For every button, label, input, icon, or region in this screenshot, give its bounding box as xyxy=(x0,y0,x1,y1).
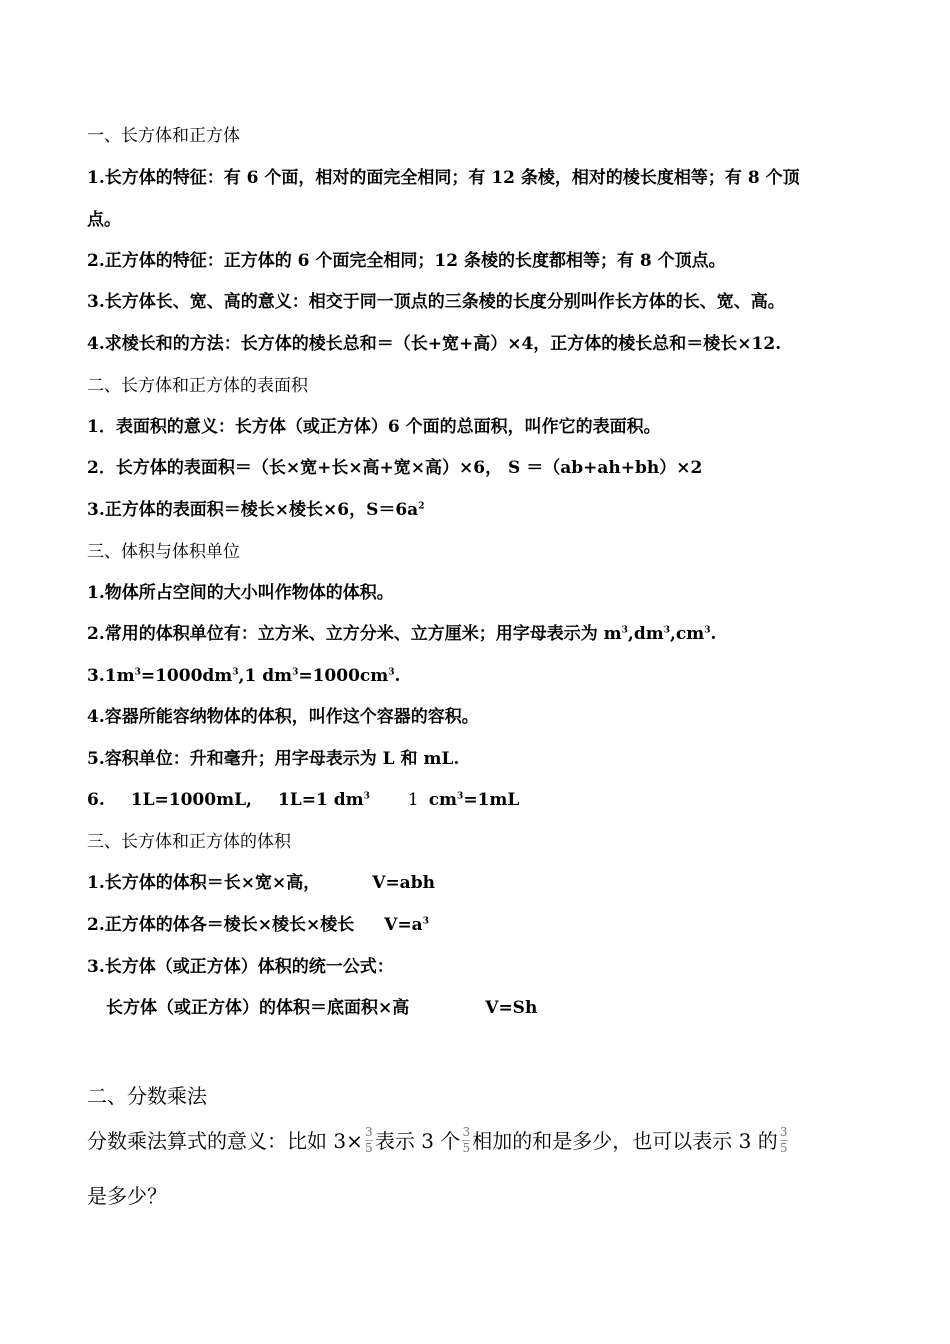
superscript: 3 xyxy=(422,916,429,927)
paragraph: 4.求棱长和的方法：长方体的棱长总和＝（长+宽+高）×4，正方体的棱长总和＝棱长×12. xyxy=(87,334,782,354)
text: =1000dm xyxy=(140,666,233,686)
paragraph xyxy=(106,998,537,1018)
fraction xyxy=(365,1126,373,1155)
text: 1.长方体的体积＝长×宽×高， xyxy=(87,873,321,893)
paragraph xyxy=(87,790,519,810)
fraction-denominator: 5 xyxy=(462,1141,471,1155)
text: ,cm xyxy=(669,624,705,644)
superscript: 3 xyxy=(457,791,464,802)
text: =1mL xyxy=(463,790,520,810)
formula: V=a xyxy=(384,915,423,935)
superscript: 2 xyxy=(418,501,425,512)
text: 2.正方体的体各＝棱长×棱长×棱长 xyxy=(87,915,355,935)
paragraph: 5.容积单位：升和毫升；用字母表示为 L 和 mL. xyxy=(87,749,460,769)
paragraph xyxy=(87,624,716,644)
superscript: 3 xyxy=(292,667,299,678)
text: ,dm xyxy=(627,624,664,644)
text: 1 xyxy=(407,790,419,810)
text: 1L=1000mL, xyxy=(130,790,252,810)
paragraph xyxy=(87,500,424,520)
formula: V=abh xyxy=(372,873,435,893)
text: 分数乘法算式的意义：比如 3× xyxy=(87,1129,363,1153)
paragraph xyxy=(87,915,429,935)
section-heading: 二、长方体和正方体的表面积 xyxy=(87,376,308,396)
text: 2.常用的体积单位有：立方米、立方分米、立方厘米；用字母表示为 m xyxy=(87,624,622,644)
paragraph xyxy=(87,1125,790,1157)
fraction-numerator: 3 xyxy=(365,1125,373,1139)
paragraph: 1.物体所占空间的大小叫作物体的体积。 xyxy=(87,583,394,603)
fraction-numerator: 3 xyxy=(462,1125,471,1139)
paragraph: 2.正方体的特征：正方体的 6 个面完全相同；12 条棱的长度都相等；有 8 个顶点。 xyxy=(87,251,726,271)
superscript: 3 xyxy=(388,667,395,678)
superscript: 3 xyxy=(232,667,239,678)
text: 3.1m xyxy=(87,666,135,686)
text: 长方体（或正方体）的体积＝底面积×高 xyxy=(106,998,410,1018)
paragraph xyxy=(87,666,400,686)
fraction xyxy=(462,1126,470,1155)
text: 1L=1 dm xyxy=(277,790,364,810)
superscript: 3 xyxy=(704,625,711,636)
text: 相加的和是多少，也可以表示 3 的 xyxy=(472,1129,778,1153)
superscript: 3 xyxy=(621,625,628,636)
paragraph: 1.长方体的特征：有 6 个面，相对的面完全相同；有 12 条棱，相对的棱长度相等；有 8 个顶 xyxy=(87,168,800,188)
superscript: 3 xyxy=(663,625,670,636)
paragraph: 2．长方体的表面积＝（长×宽+长×高+宽×高）×6， S ＝（ab+ah+bh）×2 xyxy=(87,458,703,478)
formula: V=Sh xyxy=(485,998,538,1018)
fraction-denominator: 5 xyxy=(779,1141,788,1155)
paragraph: 3.长方体（或正方体）体积的统一公式： xyxy=(87,957,394,977)
text: 6. xyxy=(87,790,105,810)
text: =1000cm xyxy=(298,666,389,686)
section-heading: 三、长方体和正方体的体积 xyxy=(87,832,291,852)
superscript: 3 xyxy=(363,791,370,802)
fraction-denominator: 5 xyxy=(365,1141,373,1155)
text: cm xyxy=(428,790,458,810)
text: 3.正方体的表面积＝棱长×棱长×6，S＝6a xyxy=(87,500,419,520)
fraction xyxy=(780,1126,788,1155)
paragraph xyxy=(87,873,435,893)
text: . xyxy=(710,624,717,644)
text: . xyxy=(394,666,401,686)
paragraph: 是多少？ xyxy=(87,1184,167,1208)
text: ,1 dm xyxy=(238,666,293,686)
fraction-numerator: 3 xyxy=(779,1125,788,1139)
superscript: 3 xyxy=(134,667,141,678)
text: 表示 3 个 xyxy=(374,1129,461,1153)
paragraph: 3.长方体长、宽、高的意义：相交于同一顶点的三条棱的长度分别叫作长方体的长、宽、高。 xyxy=(87,292,785,312)
section-heading: 二、分数乘法 xyxy=(87,1084,207,1108)
section-heading: 一、长方体和正方体 xyxy=(87,126,240,146)
paragraph: 4.容器所能容纳物体的体积，叫作这个容器的容积。 xyxy=(87,707,479,727)
section-heading: 三、体积与体积单位 xyxy=(87,542,240,562)
paragraph: 点。 xyxy=(87,210,121,230)
paragraph: 1．表面积的意义：长方体（或正方体）6 个面的总面积，叫作它的表面积。 xyxy=(87,417,661,437)
